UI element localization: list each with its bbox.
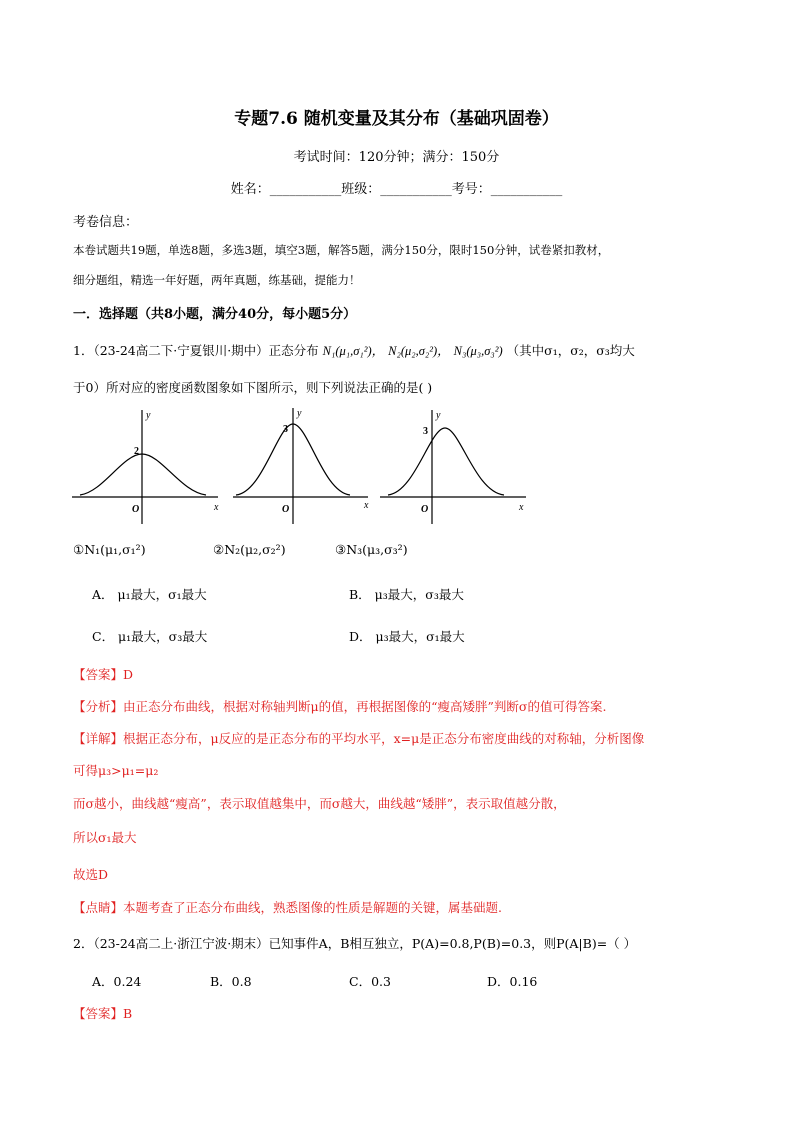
q1-option-b[interactable]: B． μ₃最大，σ₃最大 xyxy=(349,587,464,602)
q1-comment: 【点睛】本题考查了正态分布曲线，熟悉图像的性质是解题的关键，属基础题. xyxy=(73,900,502,915)
graph-2 xyxy=(233,408,369,524)
graph-1-peak-label: 2 xyxy=(134,446,139,457)
q1-analysis: 【分析】由正态分布曲线，根据对称轴判断μ的值，再根据图像的“瘦高矮胖”判断σ的值可得答案. xyxy=(73,699,607,714)
graph-2-x-label: x xyxy=(364,500,369,511)
graph-2-peak-label: 3 xyxy=(283,424,288,435)
q1-option-c[interactable]: C． μ₁最大，σ₃最大 xyxy=(92,629,208,644)
graph-3-origin: O xyxy=(421,504,429,515)
q1-option-d[interactable]: D． μ₃最大，σ₁最大 xyxy=(349,629,465,644)
q1-legend-3: ③N₃(μ₃,σ₃²) xyxy=(335,542,408,557)
q1-source: （23-24高二下·宁夏银川·期中）正态分布 xyxy=(93,343,319,358)
graph-2-y-label: y xyxy=(297,408,302,419)
q1-detail-3: 而σ越小，曲线越“瘦高”，表示取值越集中，而σ越大，曲线越“矮胖”，表示取值越分散， xyxy=(73,796,566,811)
graph-1-y-label: y xyxy=(146,410,151,421)
q1-dist-3: N₃(μ₃,σ₃²) xyxy=(453,344,503,358)
q1-density-graphs xyxy=(68,402,538,528)
section-heading: 一．选择题（共8小题，满分40分，每小题5分） xyxy=(73,307,357,322)
q1-dist-1: N₁(μ₁,σ₁²)， xyxy=(322,344,385,358)
graph-3-x-label: x xyxy=(519,502,524,513)
graph-1 xyxy=(72,410,219,524)
q2-stem: 2．（23-24高二上·浙江宁波·期末）已知事件A，B相互独立，P(A)=0.8,P(B)=0.3，则P(A|B)=（ ） xyxy=(73,936,637,951)
q2-option-d[interactable]: D．0.16 xyxy=(487,974,538,989)
graph-3 xyxy=(380,410,526,524)
q1-legend-2: ②N₂(μ₂,σ₂²) xyxy=(213,542,286,557)
q2-answer: 【答案】B xyxy=(73,1006,133,1021)
q1-answer: 【答案】D xyxy=(73,667,134,682)
q1-stem-tail: （其中σ₁，σ₂，σ₃均大 xyxy=(506,343,635,358)
graph-1-origin: O xyxy=(132,504,140,515)
q1-option-a[interactable]: A． μ₁最大，σ₁最大 xyxy=(92,587,207,602)
exam-info: 考试时间：120分钟；满分：150分 xyxy=(293,150,500,165)
q1-stem-line-1 xyxy=(73,341,635,359)
page-title: 专题7.6 随机变量及其分布（基础巩固卷） xyxy=(234,109,559,129)
graph-3-peak-label: 3 xyxy=(423,426,428,437)
q2-option-c[interactable]: C．0.3 xyxy=(349,974,391,989)
q1-detail-2: 可得μ₃>μ₁=μ₂ xyxy=(73,763,159,778)
graph-2-origin: O xyxy=(282,504,290,515)
q1-detail-5: 故选D xyxy=(73,867,109,882)
info-line-2: 细分题组，精选一年好题，两年真题，练基础，提能力！ xyxy=(73,273,361,287)
q1-dist-2: N₂(μ₂,σ₂²)， xyxy=(388,344,450,358)
graph-3-y-label: y xyxy=(436,410,441,421)
q1-stem-line-2: 于0）所对应的密度函数图象如下图所示，则下列说法正确的是( ) xyxy=(73,380,433,395)
q2-option-b[interactable]: B．0.8 xyxy=(210,974,252,989)
q1-detail-4: 所以σ₁最大 xyxy=(73,830,137,845)
q2-option-a[interactable]: A．0.24 xyxy=(92,974,142,989)
info-line-1: 本卷试题共19题，单选8题，多选3题，填空3题，解答5题，满分150分，限时150分钟，试卷紧扣教材， xyxy=(73,243,610,257)
q1-legend-1: ①N₁(μ₁,σ₁²) xyxy=(73,542,146,557)
q1-detail-1: 【详解】根据正态分布，μ反应的是正态分布的平均水平，x=μ是正态分布密度曲线的对称轴，分析图像 xyxy=(73,731,645,746)
graph-1-curve xyxy=(80,454,206,495)
student-fields: 姓名：___________班级：___________考号：___________ xyxy=(230,182,563,197)
info-heading: 考卷信息： xyxy=(73,215,139,230)
graph-1-x-label: x xyxy=(214,502,219,513)
graph-3-curve xyxy=(388,428,504,495)
q1-number: 1． xyxy=(73,343,94,358)
